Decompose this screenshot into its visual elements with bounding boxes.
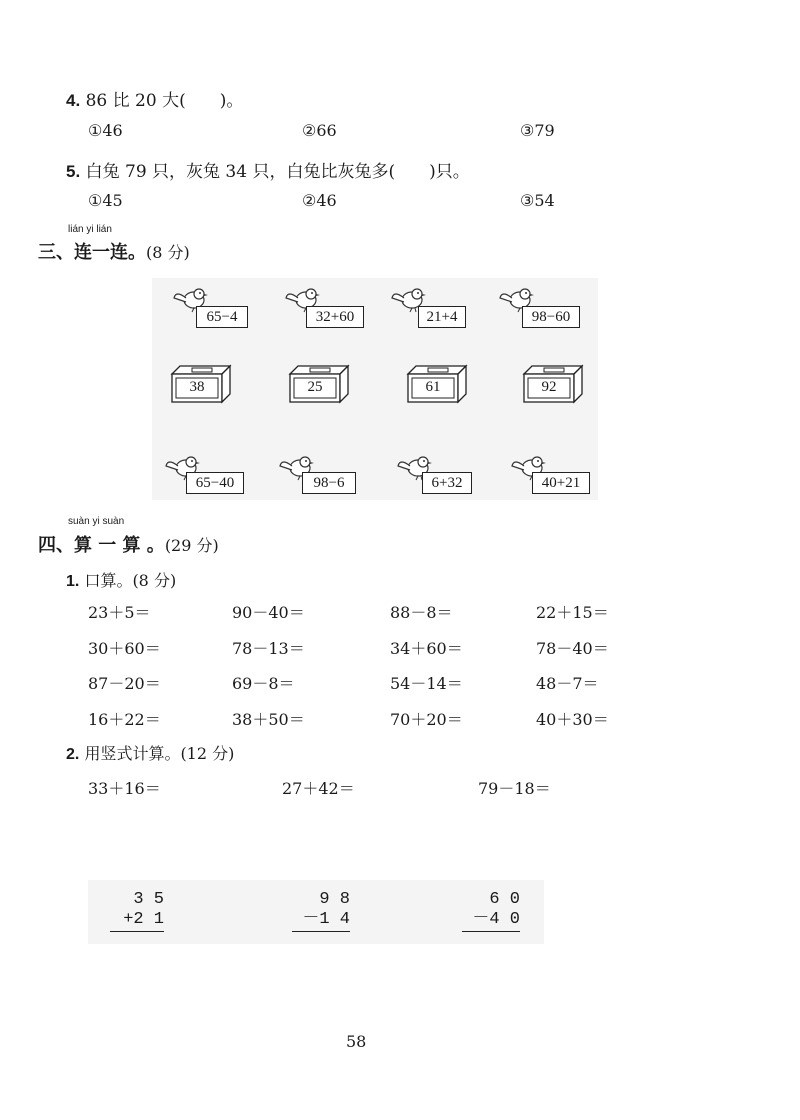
question-number: 5. <box>66 162 81 181</box>
bird-label: 65−4 <box>196 306 248 328</box>
q4-option-3[interactable]: ③79 <box>520 121 555 140</box>
bird-label: 21+4 <box>418 306 466 328</box>
oral-item: 78－13＝ <box>232 639 305 658</box>
oral-heading <box>66 568 176 591</box>
vertical-heading <box>66 741 234 764</box>
number-box-4[interactable] <box>522 364 584 404</box>
bird-card-6[interactable] <box>276 452 366 496</box>
section4-heading <box>38 531 219 557</box>
number-box-1[interactable] <box>170 364 232 404</box>
section3-heading <box>38 238 190 264</box>
oral-item: 48－7＝ <box>536 674 599 693</box>
oral-item: 87－20＝ <box>88 674 161 693</box>
oral-number: 1. <box>66 573 80 590</box>
oral-item: 90－40＝ <box>232 603 305 622</box>
bird-label: 40+21 <box>532 472 590 494</box>
oral-item: 40＋30＝ <box>536 710 609 729</box>
example-bottom: +2 1 <box>123 910 164 929</box>
example-underline <box>292 931 350 932</box>
oral-item: 22＋15＝ <box>536 603 609 622</box>
oral-item: 54－14＝ <box>390 674 463 693</box>
box-number: 61 <box>425 379 441 395</box>
bird-card-8[interactable] <box>508 452 598 496</box>
q5-option-1[interactable]: ①45 <box>88 191 123 210</box>
example-top: 3 5 <box>133 890 164 909</box>
section3-points: (8 分) <box>146 243 190 262</box>
example-top: 9 8 <box>319 890 350 909</box>
oral-item: 16＋22＝ <box>88 710 161 729</box>
vertical-example-2 <box>292 890 350 930</box>
oral-item: 78－40＝ <box>536 639 609 658</box>
oral-item: 69－8＝ <box>232 674 295 693</box>
oral-item: 38＋50＝ <box>232 710 305 729</box>
q5-option-2[interactable]: ②46 <box>302 191 337 210</box>
vertical-example-3 <box>462 890 520 930</box>
q4-option-1[interactable]: ①46 <box>88 121 123 140</box>
number-box-2[interactable] <box>288 364 350 404</box>
bird-card-1[interactable] <box>170 284 250 328</box>
bird-card-2[interactable] <box>282 284 372 328</box>
example-underline <box>110 931 164 932</box>
oral-item: 70＋20＝ <box>390 710 463 729</box>
vertical-problem-3: 79－18＝ <box>478 779 551 798</box>
question-text: 白兔 79 只，灰兔 34 只，白兔比灰兔多( )只。 <box>85 162 470 182</box>
box-number: 92 <box>541 379 557 395</box>
number-box-3[interactable] <box>406 364 468 404</box>
section4-title: 四、算 一 算 。 <box>38 535 165 556</box>
question-4 <box>66 86 243 111</box>
bird-label: 32+60 <box>306 306 364 328</box>
question-text: 86 比 20 大( )。 <box>85 91 244 111</box>
example-bottom: －4 0 <box>472 910 520 929</box>
bird-card-5[interactable] <box>162 452 252 496</box>
q4-option-2[interactable]: ②66 <box>302 121 337 140</box>
page-number: 58 <box>346 1032 367 1051</box>
example-top: 6 0 <box>489 890 520 909</box>
section4-points: (29 分) <box>164 536 219 555</box>
bird-card-3[interactable] <box>388 284 468 328</box>
oral-item: 30＋60＝ <box>88 639 161 658</box>
oral-item: 88－8＝ <box>390 603 453 622</box>
bird-label: 65−40 <box>186 472 244 494</box>
bird-card-4[interactable] <box>496 284 586 328</box>
vertical-label: 用竖式计算。(12 分) <box>84 744 235 763</box>
bird-label: 98−6 <box>302 472 356 494</box>
box-number: 25 <box>307 379 323 395</box>
section3-pinyin: lián yi lián <box>68 224 112 235</box>
bird-card-7[interactable] <box>394 452 484 496</box>
oral-label: 口算。(8 分) <box>84 571 177 590</box>
bird-label: 98−60 <box>522 306 580 328</box>
question-number: 4. <box>66 91 81 110</box>
vertical-problem-2: 27＋42＝ <box>282 779 355 798</box>
question-5 <box>66 157 470 182</box>
oral-item: 23＋5＝ <box>88 603 151 622</box>
box-number: 38 <box>189 379 205 395</box>
oral-item: 34＋60＝ <box>390 639 463 658</box>
q5-option-3[interactable]: ③54 <box>520 191 555 210</box>
vertical-problem-1: 33＋16＝ <box>88 779 161 798</box>
example-underline <box>462 931 520 932</box>
vertical-number: 2. <box>66 746 80 763</box>
section4-pinyin: suàn yi suàn <box>68 516 125 527</box>
bird-label: 6+32 <box>422 472 472 494</box>
vertical-example-1 <box>110 890 164 930</box>
section3-title: 三、连一连。 <box>38 242 146 263</box>
example-bottom: －1 4 <box>302 910 350 929</box>
